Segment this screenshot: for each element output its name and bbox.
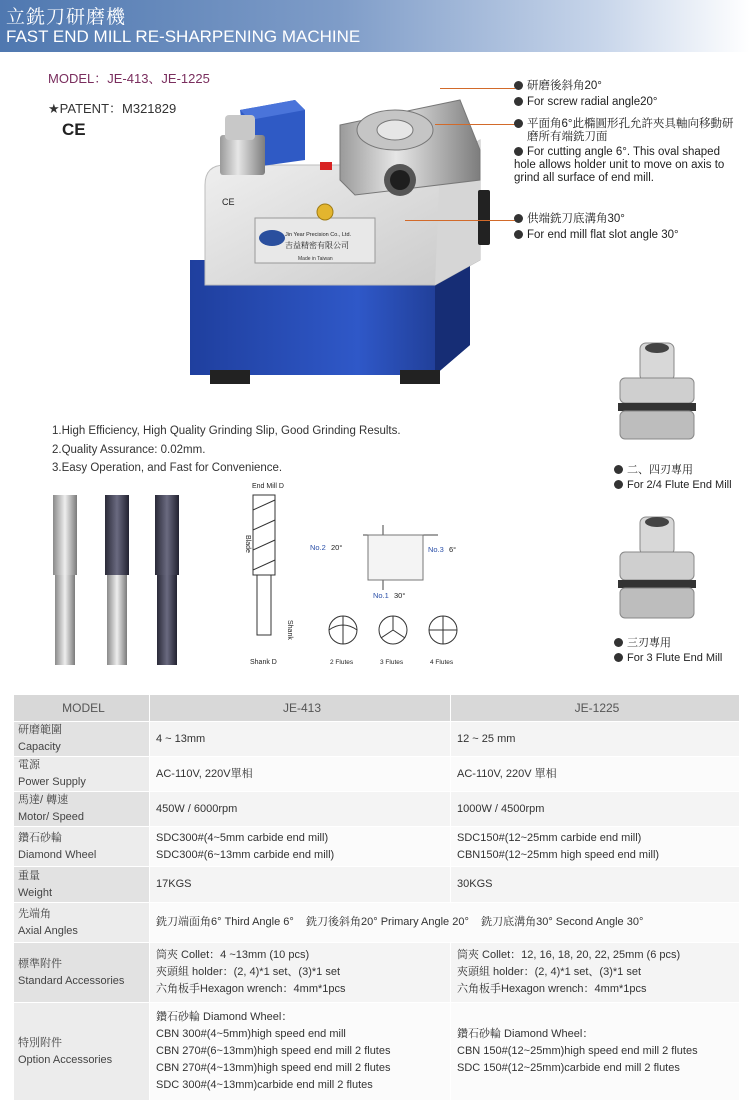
bullet-icon <box>514 119 523 128</box>
patent-line: ★PATENT：M321829 <box>48 101 177 116</box>
collet-3-zh: 三刃專用 <box>627 637 671 649</box>
feature-list <box>52 422 401 478</box>
bullet-icon <box>614 638 623 647</box>
collet-3-image <box>612 512 702 627</box>
title-en: FAST END MILL RE-SHARPENING MACHINE <box>6 27 361 46</box>
cell-je413: 450W / 6000rpm <box>150 792 451 827</box>
made-in-label: Made in Taiwan <box>298 256 333 262</box>
callout-3-zh: 供端銑刀底溝角30° <box>527 213 625 225</box>
table-row <box>14 722 740 757</box>
collet-2-4-caption <box>614 463 732 493</box>
title-zh: 立銑刀研磨機 <box>6 6 127 28</box>
callout-2 <box>514 118 742 185</box>
header-model: MODEL <box>14 695 150 722</box>
row-label: 特別附件 Option Accessories <box>14 1003 150 1101</box>
row-label: 電源 Power Supply <box>14 757 150 792</box>
model-line: MODEL：JE-413、JE-1225 <box>48 71 210 86</box>
callout-leader-2 <box>435 124 515 125</box>
row-label: 先端角 Axial Angles <box>14 903 150 943</box>
end-mill-d-label: End Mill D <box>252 483 284 490</box>
table-row <box>14 867 740 903</box>
callout-1-zh: 研磨後斜角20° <box>527 80 602 92</box>
cell-je413: 17KGS <box>150 867 451 903</box>
table-row <box>14 827 740 867</box>
table-row <box>14 943 740 1003</box>
callout-leader-1 <box>440 88 515 89</box>
table-row <box>14 792 740 827</box>
cell-je1225: 筒夾 Collet：12, 16, 18, 20, 22, 25mm (6 pcs) 夾頭組 holder：(2, 4)*1 set、(3)*1 set 六角板手Hexagon wrench：4mm*1pcs <box>451 943 740 1003</box>
feature-item: 1.High Efficiency, High Quality Grinding Slip, Good Grinding Results. <box>52 425 401 437</box>
bullet-icon <box>614 653 623 662</box>
collet-3-en: For 3 Flute End Mill <box>627 652 723 664</box>
spec-table <box>13 694 740 1101</box>
shank-d-label: Shank D <box>250 659 277 666</box>
row-label: 標準附件 Standard Accessories <box>14 943 150 1003</box>
cell-je1225: 1000W / 4500rpm <box>451 792 740 827</box>
bullet-icon <box>514 214 523 223</box>
row-label: 馬達/ 轉速 Motor/ Speed <box>14 792 150 827</box>
no3-label: No.3 <box>428 545 444 554</box>
cell-je413: 鑽石砂輪 Diamond Wheel： CBN 300#(4~5mm)high speed end mill CBN 270#(6~13mm)high speed end mill 2 flutes CBN 270#(4~13mm)high speed end mill 2 flutes SDC 300#(4~13mm)carbide end mill 2 flutes <box>150 1003 451 1101</box>
no2-label: No.2 <box>310 543 326 552</box>
header-je1225: JE-1225 <box>451 695 740 722</box>
callout-1-en: For screw radial angle20° <box>527 96 658 108</box>
collet-3-caption <box>614 636 722 666</box>
feature-item: 2.Quality Assurance: 0.02mm. <box>52 443 206 456</box>
no1-angle: 30° <box>394 591 406 600</box>
feature-item: 3.Easy Operation, and Fast for Convenience. <box>52 462 283 474</box>
bullet-icon <box>614 465 623 474</box>
bullet-icon <box>614 480 623 489</box>
ce-small-label: CE <box>222 197 235 207</box>
bullet-icon <box>514 97 523 106</box>
no3-angle: 6° <box>449 545 457 554</box>
brand-zh-label: 吉益精密有限公司 <box>285 241 349 250</box>
ce-mark: CE <box>62 120 86 139</box>
bullet-icon <box>514 147 523 156</box>
table-row <box>14 1003 740 1101</box>
row-label: 研磨範圍 Capacity <box>14 722 150 757</box>
header-banner <box>0 0 750 52</box>
cell-je1225: 12 ~ 25 mm <box>451 722 740 757</box>
cell-je413: 筒夾 Collet：4 ~13mm (10 pcs) 夾頭組 holder：(2, 4)*1 set、(3)*1 set 六角板手Hexagon wrench：4mm*1pcs <box>150 943 451 1003</box>
bullet-icon <box>514 81 523 90</box>
blade-label: Blade <box>244 535 251 553</box>
flutes-3-label: 3 Flutes <box>380 659 404 666</box>
collet-2-4-en: For 2/4 Flute End Mill <box>627 479 732 491</box>
row-label: 鑽石砂輪 Diamond Wheel <box>14 827 150 867</box>
cell-je1225: 30KGS <box>451 867 740 903</box>
bullet-icon <box>514 230 523 239</box>
callout-leader-3 <box>405 220 515 221</box>
cell-je413: SDC300#(4~5mm carbide end mill) SDC300#(6~13mm carbide end mill) <box>150 827 451 867</box>
callout-2-en: For cutting angle 6°. This oval shaped hole allows holder unit to move on axis to grind all surface of end mill. <box>514 146 725 184</box>
end-mill-photos <box>45 490 195 670</box>
table-row <box>14 903 740 943</box>
collet-2-4-image <box>612 338 702 448</box>
collet-2-4-zh: 二、四刃專用 <box>627 464 693 476</box>
cell-je1225: 鑽石砂輪 Diamond Wheel： CBN 150#(12~25mm)high speed end mill 2 flutes SDC 150#(12~25mm)carbide end mill 2 flutes <box>451 1003 740 1101</box>
no1-label: No.1 <box>373 591 389 600</box>
callout-2-zh: 平面角6°此橢圓形孔允許夾具軸向移動研磨所有端銑刀面 <box>527 118 734 143</box>
table-row <box>14 757 740 792</box>
flutes-4-label: 4 Flutes <box>430 659 454 666</box>
callout-3-en: For end mill flat slot angle 30° <box>527 229 679 241</box>
row-label: 重量 Weight <box>14 867 150 903</box>
brand-en-label: Jin Year Precision Co., Ltd. <box>285 232 352 238</box>
cell-je413: 4 ~ 13mm <box>150 722 451 757</box>
shank-label: Shank <box>286 620 293 640</box>
machine-illustration <box>180 70 510 400</box>
table-header-row <box>14 695 740 722</box>
callout-1 <box>514 80 744 109</box>
no2-angle: 20° <box>331 543 343 552</box>
callout-3 <box>514 213 744 242</box>
end-mill-diagram <box>238 480 473 670</box>
cell-je1225: AC-110V, 220V 單相 <box>451 757 740 792</box>
cell-je1225: SDC150#(12~25mm carbide end mill) CBN150#(12~25mm high speed end mill) <box>451 827 740 867</box>
cell-je413: AC-110V, 220V單相 <box>150 757 451 792</box>
flutes-2-label: 2 Flutes <box>330 659 354 666</box>
header-je413: JE-413 <box>150 695 451 722</box>
cell-axial-angles: 銑刀端面角6° Third Angle 6° 銑刀後斜角20° Primary Angle 20° 銑刀底溝角30° Second Angle 30° <box>150 903 740 943</box>
